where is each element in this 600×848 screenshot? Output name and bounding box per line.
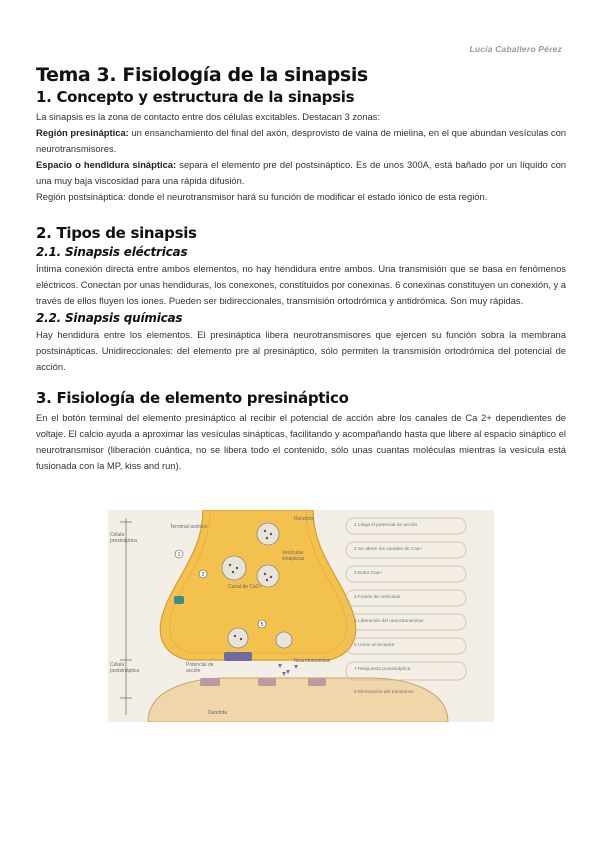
label-postsynaptic: Célula postsináptica — [110, 662, 140, 674]
label-ca-channel: Canal de Ca2+ — [228, 584, 262, 590]
postsynaptic-cell — [148, 678, 448, 722]
section-2-2-heading: 2.2. Sinapsis químicas — [36, 311, 183, 325]
step-1-text: 1 Llega el potencial de acción — [354, 523, 418, 528]
vesicle — [257, 523, 279, 545]
label-vesicles: Vesículas sinápticas — [282, 550, 305, 562]
diagram-step-1: 1 — [177, 552, 181, 558]
pre-label: Región presináptica: — [36, 127, 129, 138]
section-1-heading: 1. Concepto y estructura de la sinapsis — [36, 88, 355, 106]
label-potential: Potencial de acción — [186, 662, 214, 674]
synapse-diagram — [108, 510, 494, 722]
author-name: Lucía Caballero Pérez — [469, 44, 562, 54]
receptor — [258, 678, 276, 686]
step-8-text: 8 Eliminación del transmisor — [354, 690, 414, 695]
ca-channel — [174, 596, 184, 604]
cleft-text: separa el elemento pre del postsináptico. Es de unos 300A, está bañado por un líquido con una muy baja viscosidad para una rápida difusión. — [36, 159, 566, 186]
section-1-intro: La sinapsis es la zona de contacto entre dos células excitables. Destacan 3 zonas: — [36, 111, 380, 122]
label-neurotransmitter: Neurotransmisor — [294, 658, 331, 664]
vesicle — [276, 632, 292, 648]
section-2-1-text: Íntima conexión directa entre ambos elementos, no hay hendidura entre ambos. Una transmisión que se basa en fenómenos eléctricos. Conectan por unas hendiduras, los conexones, constituidos por conexinas. 6 conexinas constituyen un conexión, y a través de ellos fluyen los iones. Pueden ser bidireccionales, transmisión ortodrómica y antidrómica. Son muy rápidas. — [36, 263, 567, 306]
document-body — [36, 64, 566, 474]
step-7-text: 7 Respuesta postsináptica — [354, 667, 411, 672]
section-1-pre — [36, 125, 566, 157]
section-3-heading: 3. Fisiología de elemento presináptico — [36, 389, 349, 407]
neurotransmitter-molecules — [278, 664, 298, 676]
step-2-text: 2 Se abren los canales de Ca2+ — [354, 547, 423, 552]
page-title: Tema 3. Fisiología de la sinapsis — [36, 64, 368, 86]
step-3-text: 3 Entra Ca2+ — [354, 571, 383, 576]
section-1-cleft — [36, 157, 566, 189]
section-2-heading: 2. Tipos de sinapsis — [36, 224, 197, 242]
step-4-text: 4 Fusión de vesículas — [354, 595, 401, 600]
label-dendrite: Dendrita — [208, 710, 227, 716]
step-5-text: 5 Liberación del neurotransmisor — [354, 619, 424, 624]
cleft-label: Espacio o hendidura sináptica: — [36, 159, 177, 170]
synapse-figure — [108, 510, 494, 722]
label-presynaptic: Célula presináptica — [110, 532, 137, 544]
pre-text: un ensanchamiento del final del axón, desprovisto de vaina de mielina, en el que abundan vesículas con neurotransmisores. — [36, 127, 567, 154]
release-zone — [224, 652, 252, 661]
receptor — [308, 678, 326, 686]
step-6-text: 6 Unión al receptor — [354, 643, 395, 648]
label-axon-terminal: Terminal axónico — [170, 524, 208, 530]
vesicle — [228, 628, 248, 648]
section-3-text: En el botón terminal del elemento presináptico al recibir el potencial de acción abre los canales de Ca 2+ dependientes de voltaje. El calcio ayuda a aproximar las vesículas sinápticas, facilitando y acompañando hasta que libere al espacio sináptico el neurotransmisor (liberación cuántica, no se libera todo el contenido, sólo unas cuantas moléculas mientras la vesícula está fusionada con la MP, kiss and run). — [36, 412, 566, 471]
section-1-post: Región postsináptica: donde el neurotransmisor hará su función de modificar el estado iónico de esta región. — [36, 191, 488, 202]
section-2-1-heading: 2.1. Sinapsis eléctricas — [36, 245, 188, 259]
label-receptor: Receptor — [294, 516, 315, 522]
section-2-2-text: Hay hendidura entre los elementos. El presináptica libera neurotransmisores que ejercen su función sobra la membrana postsinápticas. Unidireccionales: del elemento pre al presináptico, sólo permiten la transmisión ortodrómica del potencial de acción. — [36, 329, 566, 372]
diagram-step-2: 2 — [201, 572, 205, 578]
diagram-step-5: 5 — [260, 622, 264, 628]
vesicle — [222, 556, 246, 580]
receptor — [200, 678, 220, 686]
